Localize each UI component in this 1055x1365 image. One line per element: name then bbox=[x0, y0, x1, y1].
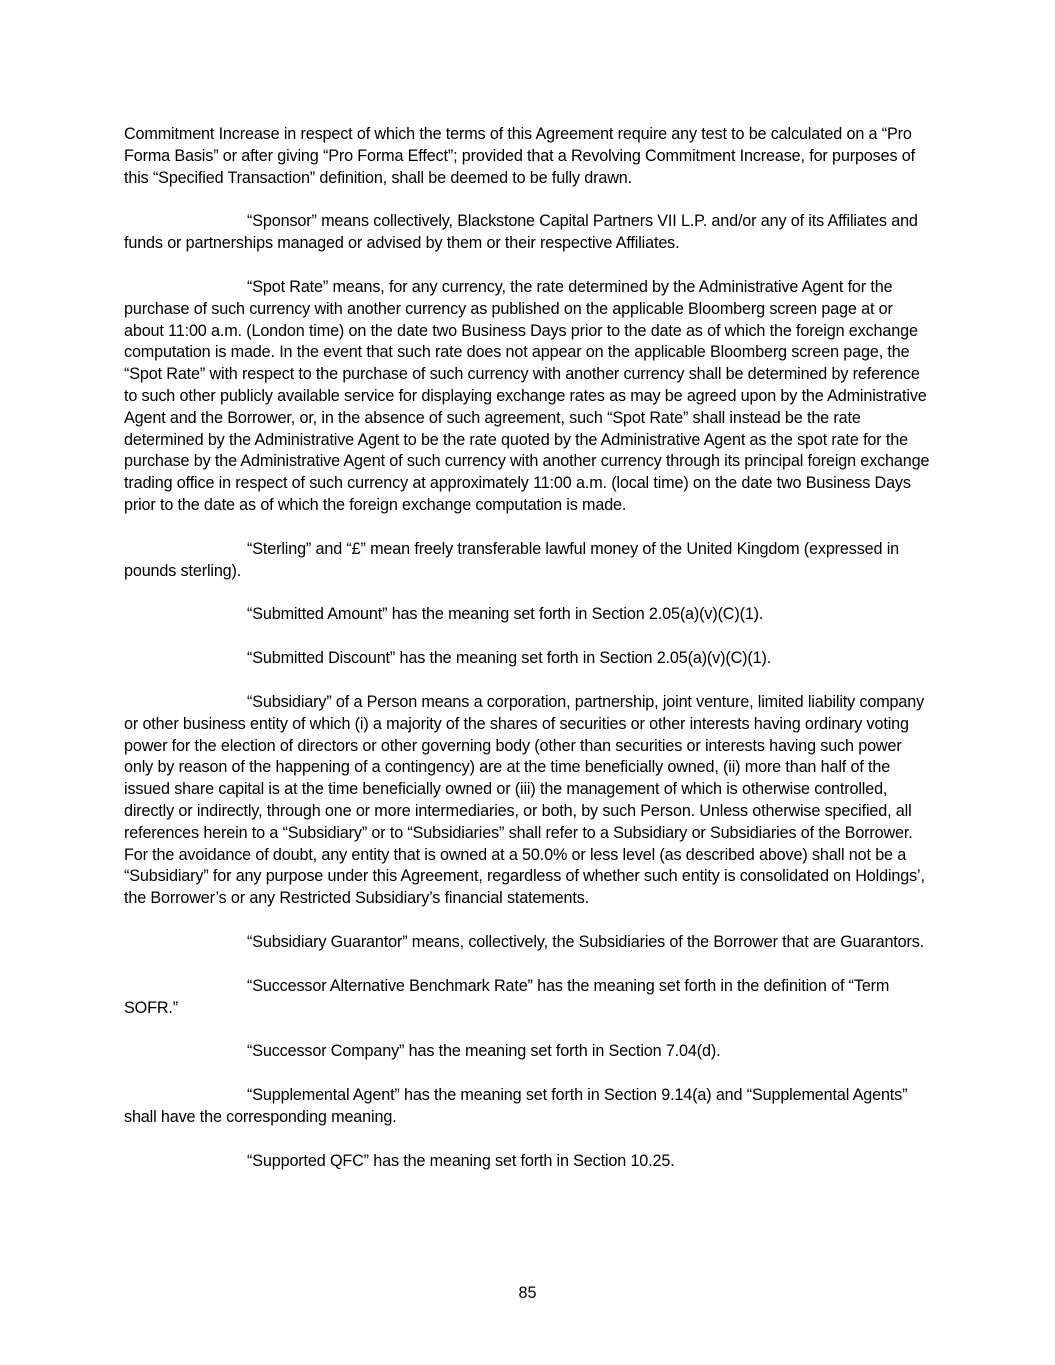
definition-successor-company: “Successor Company” has the meaning set forth in Section 7.04(d). bbox=[247, 1042, 721, 1061]
definition-supplemental-agent: “Supplemental Agent” has the meaning set forth in Section 9.14(a) and “Supplemental Agents” shall have the corresponding meaning. bbox=[124, 1086, 908, 1126]
definition-subsidiary-guarantor: “Subsidiary Guarantor” means, collectively, the Subsidiaries of the Borrower that are Guarantors. bbox=[247, 932, 925, 951]
definition-subsidiary: “Subsidiary” of a Person means a corporation, partnership, joint venture, limited liability company or other business entity of which (i) a majority of the shares of securities or other interests having ordinary voting power for the election of directors or other governing body (other than securities or interests having such power only by reason of the happening of a contingency) are at the time beneficially owned, (ii) more than half of the issued share capital is at the time beneficially owned or (iii) the management of which is otherwise controlled, directly or indirectly, through one or more intermediaries, or both, by such Person. Unless otherwise specified, all references herein to a “Subsidiary” or to “Subsidiaries” shall refer to a Subsidiary or Subsidiaries of the Borrower. For the avoidance of doubt, any entity that is owned at a 50.0% or less level (as described above) shall not be a “Subsidiary” for any purpose under this Agreement, regardless of whether such entity is consolidated on Holdings’, the Borrower’s or any Restricted Subsidiary’s financial statements. bbox=[124, 692, 925, 908]
page-number: 85 bbox=[518, 1284, 537, 1302]
definition-submitted-amount: “Submitted Amount” has the meaning set forth in Section 2.05(a)(v)(C)(1). bbox=[247, 605, 764, 624]
definition-spot-rate: “Spot Rate” means, for any currency, the rate determined by the Administrative Agent for the purchase of such currency with another currency as published on the applicable Bloomberg screen page at or about 11:00 a.m. (London time) on the date two Business Days prior to the date as of which the foreign exchange computation is made. In the event that such rate does not appear on the applicable Bloomberg screen page, the “Spot Rate” with respect to the purchase of such currency with another currency shall be determined by reference to such other publicly available service for displaying exchange rates as may be agreed upon by the Administrative Agent and the Borrower, or, in the absence of such agreement, such “Spot Rate” shall instead be the rate determined by the Administrative Agent to be the rate quoted by the Administrative Agent as the spot rate for the purchase by the Administrative Agent of such currency with another currency through its principal foreign exchange trading office in respect of such currency at approximately 11:00 a.m. (local time) on the date two Business Days prior to the date as of which the foreign exchange computation is made. bbox=[124, 277, 930, 514]
definition-submitted-discount: “Submitted Discount” has the meaning set forth in Section 2.05(a)(v)(C)(1). bbox=[247, 649, 772, 668]
definition-supported-qfc: “Supported QFC” has the meaning set forth in Section 10.25. bbox=[247, 1151, 675, 1170]
paragraph-specified-transaction-continuation: Commitment Increase in respect of which the terms of this Agreement require any test to be calculated on a “Pro Forma Basis” or after giving “Pro Forma Effect”; provided that a Revolving Commitment Increase, for purposes of this “Specified Transaction” definition, shall be deemed to be fully drawn. bbox=[124, 125, 915, 187]
definition-sterling: “Sterling” and “£” mean freely transferable lawful money of the United Kingdom (expressed in pounds sterling). bbox=[124, 539, 900, 580]
document-body bbox=[124, 124, 932, 1194]
definition-successor-alternative-benchmark-rate: “Successor Alternative Benchmark Rate” has the meaning set forth in the definition of “Term SOFR.” bbox=[124, 976, 890, 1017]
definition-sponsor: “Sponsor” means collectively, Blackstone Capital Partners VII L.P. and/or any of its Affiliates and funds or partnerships managed or advised by them or their respective Affiliates. bbox=[124, 212, 918, 253]
